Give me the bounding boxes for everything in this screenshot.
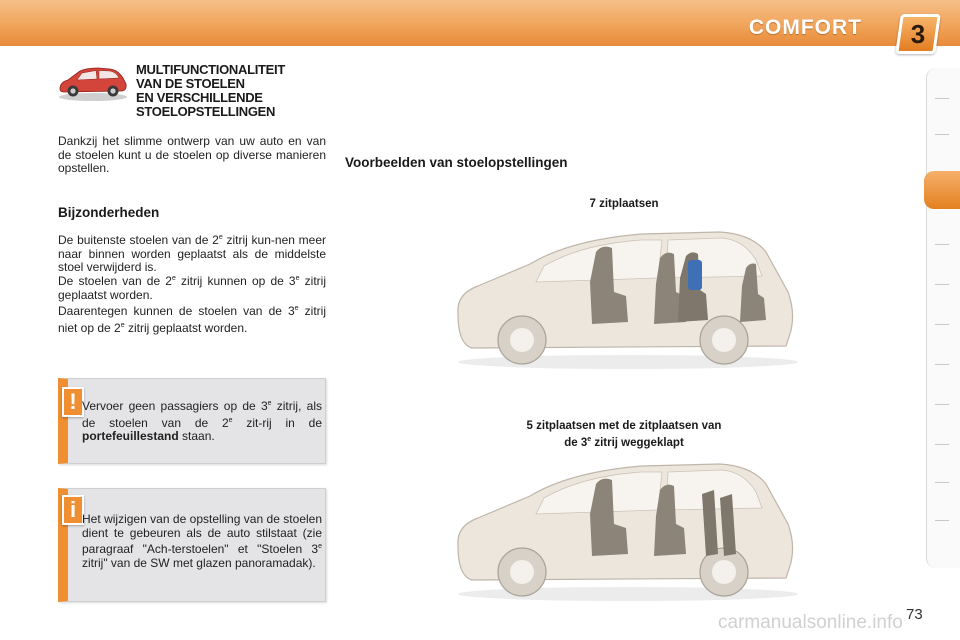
warning-icon: ! xyxy=(62,387,84,417)
chapter-tab-5[interactable] xyxy=(935,244,949,245)
five-seats-caption: 5 zitplaatsen met de zitplaatsen van de 3e zitrij weggeklapt xyxy=(526,420,722,449)
watermark: carmanualsonline.info xyxy=(718,612,903,633)
section-title-line: EN VERSCHILLENDE xyxy=(136,90,263,105)
info-text: Het wijzigen van de opstelling van de stoelen dient te gebeuren als de auto stilstaat (zie paragraaf "Ach-terstoelen" et "Stoelen 3e zitrij" van de SW met glazen panoramadak). xyxy=(82,512,322,570)
chapter-number: 3 xyxy=(910,19,926,49)
chapter-title: COMFORT xyxy=(748,16,862,39)
chapter-tab-strip xyxy=(926,68,960,568)
details-heading: Bijzonderheden xyxy=(58,205,160,220)
details-paragraph-3: Daarentegen kunnen de stoelen van de 3e zitrij niet op de 2e zitrij geplaatst worden. xyxy=(58,304,326,335)
warning-text: Vervoer geen passagiers op de 3e zitrij, als de stoelen van de 2e zit-rij in de portefeuillestand staan. xyxy=(82,399,323,443)
section-title-line: MULTIFUNCTIONALITEIT xyxy=(136,62,286,77)
seven-seats-caption: 7 zitplaatsen xyxy=(589,198,659,210)
chapter-tab-7[interactable] xyxy=(935,324,949,325)
examples-heading: Voorbeelden van stoelopstellingen xyxy=(345,155,568,170)
page-number: 73 xyxy=(906,606,923,623)
chapter-tab-active[interactable] xyxy=(924,171,960,209)
intro-paragraph: Dankzij het slimme ontwerp van uw auto en van de stoelen kunt u de stoelen op diverse manieren opstellen. xyxy=(58,134,326,175)
car-icon xyxy=(56,62,130,102)
warning-notice xyxy=(58,378,326,464)
chapter-tab-9[interactable] xyxy=(935,404,949,405)
chapter-tab-11[interactable] xyxy=(935,482,949,483)
chapter-tab-10[interactable] xyxy=(935,444,949,445)
seven-seat-car-illustration xyxy=(452,222,798,370)
chapter-tab-8[interactable] xyxy=(935,364,949,365)
header-divider xyxy=(0,46,960,49)
info-icon: i xyxy=(62,495,84,525)
section-title xyxy=(136,63,336,119)
chapter-number-badge[interactable] xyxy=(895,14,941,54)
info-notice xyxy=(58,488,326,602)
chapter-tab-1[interactable] xyxy=(935,98,949,99)
five-seat-car-illustration xyxy=(452,454,798,602)
chapter-tab-6[interactable] xyxy=(935,284,949,285)
chapter-tab-12[interactable] xyxy=(935,520,949,521)
details-paragraph-1: De buitenste stoelen van de 2e zitrij kun-nen meer naar binnen worden geplaatst als de middelste stoel verwijderd is. xyxy=(58,233,326,274)
section-title-line: VAN DE STOELEN xyxy=(136,76,245,91)
section-title-line: STOELOPSTELLINGEN xyxy=(136,104,276,119)
chapter-tab-2[interactable] xyxy=(935,134,949,135)
details-paragraph-2: De stoelen van de 2e zitrij kunnen op de 3e zitrij geplaatst worden. xyxy=(58,274,326,302)
